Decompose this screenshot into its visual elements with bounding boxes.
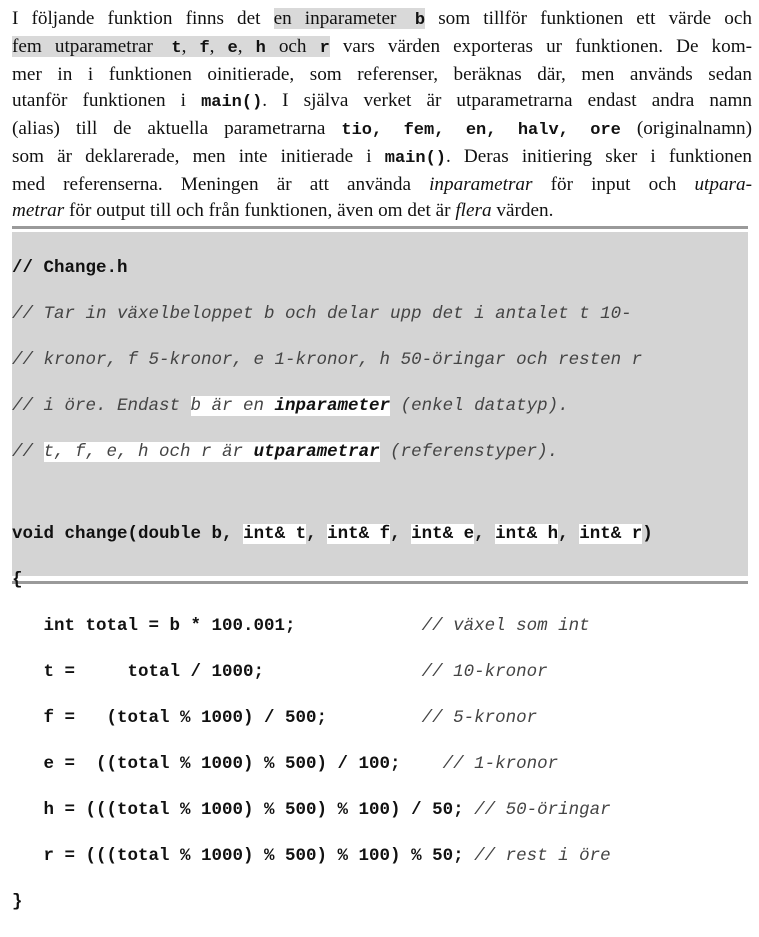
paragraph-line: metrar för output till och från funktionen, även om det är flera värden. <box>12 200 554 221</box>
paragraph-line: som är deklarerade, men inte initierade i main(). Deras initiering sker i funktionen <box>12 146 753 168</box>
code-spacer <box>12 487 752 500</box>
code-line: h = (((total % 1000) % 500) % 100) / 50; // 50-öringar <box>12 800 611 820</box>
paragraph-line: mer in i funktionen oinitierade, som referenser, beräknas där, men används sedan <box>12 64 752 85</box>
paragraph-line: med referenserna. Meningen är att använda inparametrar för input och utpara- <box>12 174 752 195</box>
paragraph-line: (alias) till de aktuella parametrarna tio, fem, en, halv, ore (originalnamn) <box>12 118 752 140</box>
code-comment: // t, f, e, h och r är utparametrar (referenstyper). <box>12 442 559 462</box>
top-divider <box>12 226 748 229</box>
code-listing <box>12 234 752 937</box>
code-line: f = (total % 1000) / 500; // 5-kronor <box>12 708 538 728</box>
code-comment: // i öre. Endast b är en inparameter (enkel datatyp). <box>12 396 569 416</box>
code-line: e = ((total % 1000) % 500) / 100; // 1-kronor <box>12 754 559 774</box>
code-comment: // Tar in växelbeloppet b och delar upp det i antalet t 10- <box>12 304 632 324</box>
function-signature: void change(double b, int& t, int& f, int& e, int& h, int& r) <box>12 524 653 544</box>
highlight-utparametrar: fem utparametrar t, f, e, h och r <box>12 36 330 58</box>
paragraph-line: utanför funktionen i main(). I själva verket är utparametrarna endast andra namn <box>12 90 752 112</box>
explanation-paragraph <box>12 6 752 224</box>
code-comment: // kronor, f 5-kronor, e 1-kronor, h 50-öringar och resten r <box>12 350 643 370</box>
highlight-inparameter: en inparameter b <box>273 8 426 30</box>
code-line: int total = b * 100.001; // växel som int <box>12 616 590 636</box>
code-line: // Change.h <box>12 258 128 278</box>
code-line: t = total / 1000; // 10-kronor <box>12 662 548 682</box>
code-close-brace: } <box>12 892 23 912</box>
paragraph-line: fem utparametrar t, f, e, h och r vars värden exporteras ur funktionen. De kom- <box>12 36 753 58</box>
code-line: r = (((total % 1000) % 500) % 100) % 50; // rest i öre <box>12 846 611 866</box>
code-open-brace: { <box>12 570 23 590</box>
paragraph-line: I följande funktion finns det en inparameter b som tillför funktionen ett värde och <box>12 8 752 30</box>
